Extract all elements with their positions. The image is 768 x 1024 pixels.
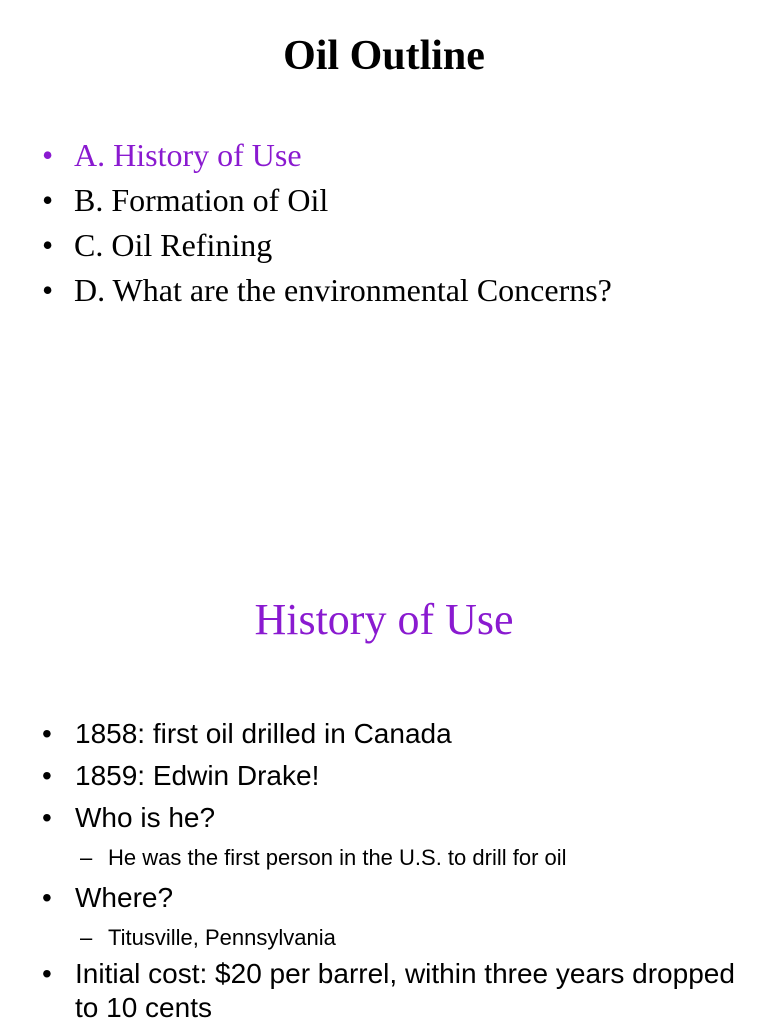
- outline-item-formation: [42, 178, 612, 223]
- bullet-icon: •: [42, 137, 54, 173]
- bullet-icon: •: [42, 227, 54, 263]
- sub-list-item-label: Titusville, Pennsylvania: [108, 925, 336, 950]
- list-item: [42, 877, 742, 919]
- outline-item-label: C. Oil Refining: [74, 227, 273, 263]
- outline-item-label: B. Formation of Oil: [74, 182, 329, 218]
- slide-history-of-use: [0, 512, 768, 1024]
- outline-item-environment: [42, 268, 612, 313]
- bullet-icon: •: [42, 182, 54, 218]
- dash-icon: –: [80, 845, 93, 870]
- bullet-icon: •: [42, 882, 52, 913]
- bullet-icon: •: [42, 958, 52, 989]
- list-item: [42, 713, 742, 755]
- dash-icon: –: [80, 925, 93, 950]
- list-item-label: Who is he?: [75, 802, 216, 833]
- list-item: [42, 797, 742, 839]
- sub-list-item-label: He was the first person in the U.S. to drill for oil: [108, 845, 567, 870]
- list-item-label: Initial cost: $20 per barrel, within three years dropped to 10 cents: [75, 958, 735, 1023]
- list-item-label: 1858: first oil drilled in Canada: [75, 718, 452, 749]
- bullet-icon: •: [42, 718, 52, 749]
- sub-list-item: [42, 919, 742, 957]
- list-item-label: 1859: Edwin Drake!: [75, 760, 320, 791]
- outline-item-refining: [42, 223, 612, 268]
- slide-title: Oil Outline: [283, 33, 485, 79]
- list-item: [42, 755, 742, 797]
- outline-item-label: A. History of Use: [74, 137, 302, 173]
- list-item-label: Where?: [75, 882, 174, 913]
- bullet-icon: •: [42, 272, 54, 308]
- slide-title: History of Use: [254, 595, 514, 644]
- list-item: [42, 957, 742, 1024]
- history-list: [42, 713, 742, 1024]
- bullet-icon: •: [42, 802, 52, 833]
- outline-list: [42, 133, 612, 313]
- outline-item-label: D. What are the environmental Concerns?: [74, 272, 612, 308]
- sub-list-item: [42, 839, 742, 877]
- bullet-icon: •: [42, 760, 52, 791]
- outline-item-history: [42, 133, 612, 178]
